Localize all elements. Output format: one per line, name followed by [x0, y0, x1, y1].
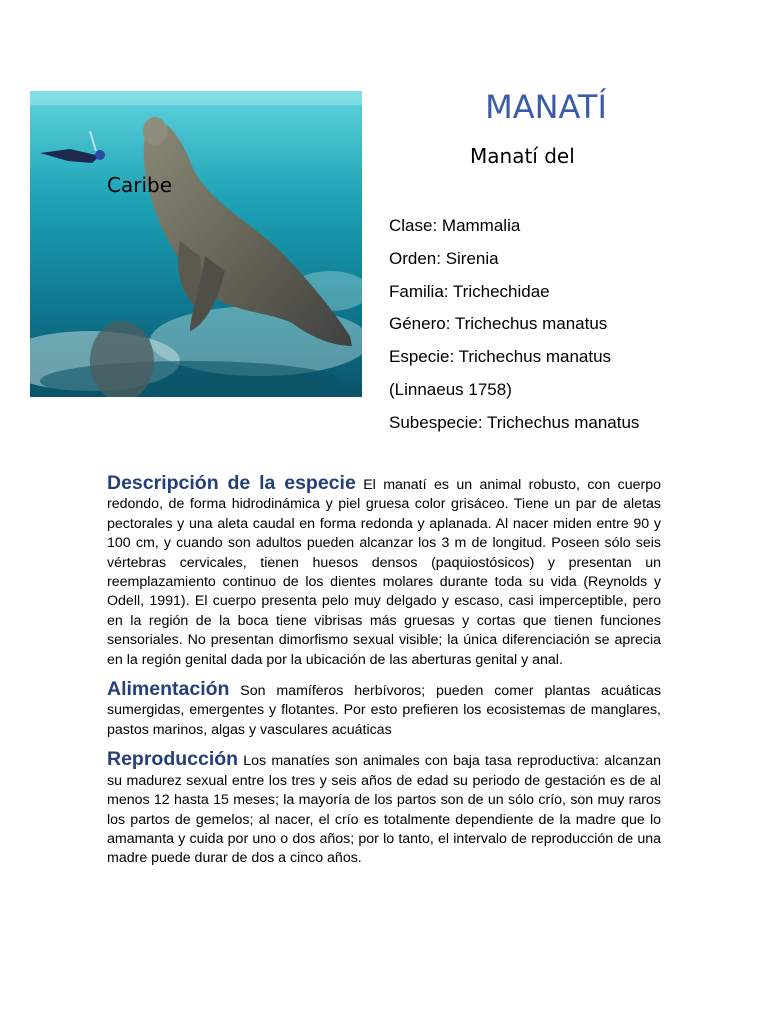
section-alimentacion [107, 680, 661, 740]
taxonomy-item-orden: Orden: Sirenia [389, 248, 499, 268]
taxonomy-list [389, 210, 639, 440]
taxonomy-item-clase: Clase: Mammalia [389, 216, 521, 235]
taxonomy-item-especie: Especie: Trichechus manatus [389, 347, 612, 367]
section-text: El manatí es un animal robusto, con cuerpo redondo, de forma hidrodinámica y piel gruesa color grisáceo. Tiene un par de aletas pectorales y una aleta caudal en forma redonda y aplanada. Al nacer miden entre 90 y 100 cm, y cuando son adultos pueden alcanzar los 3 m de longitud. Poseen sólo seis vértebras cervicales, tienen huesos densos (paquiostósicos) y presentan un reemplazamiento continuo de los dientes molares durante toda su vida (Reynolds y Odell, 1991). El cuerpo presenta pelo muy delgado y escaso, casi imperceptible, pero en la región de la boca tiene vibrisas más gruesas y cortas que tienen funciones sensoriales. No presentan dimorfismo sexual visible; la única diferenciación se aprecia en la región genital dada por la ubicación de las aberturas genital y anal. [107, 477, 661, 668]
subtitle-line-1: Manatí del [470, 144, 575, 168]
section-reproduccion [107, 750, 661, 868]
section-text: Los manatíes son animales con baja tasa reproductiva: alcanzan su madurez sexual entre los tres y seis años de edad su periodo de gestación es de al menos 12 hasta 15 meses; la mayoría de los partos son de un sólo crío, son muy raros los partos de gemelos; al nacer, el crío es totalmente dependiente de la madre que lo amamanta y cuida por uno o dos años; por lo tanto, el intervalo de reproducción de una madre puede durar de dos a cinco años. [107, 753, 661, 867]
section-heading: Reproducción [107, 748, 239, 771]
taxonomy-item-author: (Linnaeus 1758) [389, 379, 512, 399]
manatee-photo [30, 91, 362, 397]
body-text [107, 474, 661, 879]
section-text: Son mamíferos herbívoros; pueden comer plantas acuáticas sumergidas, emergentes y flotantes. Por esto prefieren los ecosistemas de manglares, pastos marinos, algas y vasculares acuáticas [107, 683, 661, 738]
taxonomy-item-genero: Género: Trichechus manatus [389, 314, 608, 334]
subtitle-line-2: Caribe [107, 173, 172, 197]
taxonomy-item-subespecie: Subespecie: Trichechus manatus [389, 412, 640, 432]
section-heading: Alimentación [107, 678, 230, 701]
section-descripcion [107, 474, 661, 670]
page-title: MANATÍ [485, 88, 607, 126]
taxonomy-item-familia: Familia: Trichechidae [389, 281, 550, 301]
section-heading: Descripción de la especie [107, 472, 356, 494]
